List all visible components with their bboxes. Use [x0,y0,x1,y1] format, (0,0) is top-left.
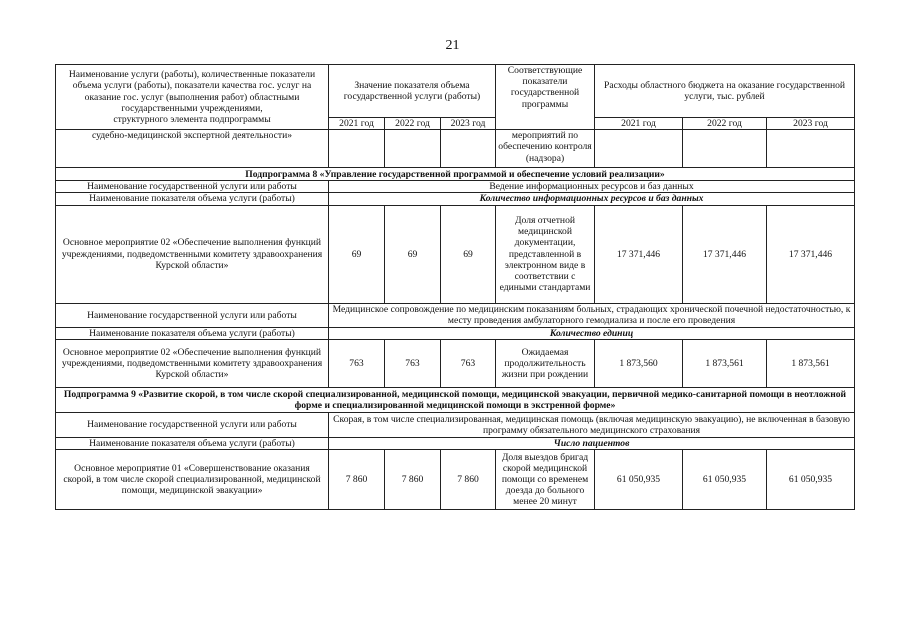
table-row [56,303,855,327]
expense-cell: 61 050,935 [683,450,767,510]
table-row [56,205,855,303]
indicator-label: Наименование показателя объема услуги (работы) [56,437,329,449]
indicator-cell: мероприятий по обеспечению контроля (надзора) [496,130,595,168]
indicator-cell: Ожидаемая продолжительность жизни при рождении [496,339,595,387]
service-value: Медицинское сопровождение по медицинским показаниям больных, страдающих хронической почечной недостаточностью, к месту проведения амбулаторного гемодиализа и после его проведения [329,303,855,327]
table-row [56,450,855,510]
header-volume: Значение показателя объема государственной услуги (работы) [329,65,496,118]
table-row [56,181,855,193]
expense-cell: 1 873,561 [767,339,855,387]
volume-cell: 69 [441,205,496,303]
year-cell: 2023 год [767,118,855,130]
service-label: Наименование государственной услуги или работы [56,303,329,327]
indicator-name: Количество единиц [329,327,855,339]
volume-cell: 7 860 [385,450,441,510]
subprogram-title-row [56,387,855,412]
indicator-name: Число пациентов [329,437,855,449]
header-indicators: Соответствующие показатели государственной программы [496,65,595,130]
activity-name: Основное мероприятие 01 «Совершенствование оказания скорой, в том числе скорой специализированной, медицинской помощи, медицинской эвакуации» [56,450,329,510]
volume-cell: 69 [385,205,441,303]
expense-cell: 1 873,561 [683,339,767,387]
activity-name: судебно-медицинской экспертной деятельности» [56,130,329,168]
table-row [56,327,855,339]
table-row [56,437,855,449]
indicator-name: Количество информационных ресурсов и баз данных [329,193,855,205]
services-table [55,64,855,510]
table-row [56,412,855,437]
header-expenses: Расходы областного бюджета на оказание государственной услуги, тыс. рублей [595,65,855,118]
subprogram-9-title: Подпрограмма 9 «Развитие скорой, в том числе скорой специализированной, медицинской помощи, медицинской эвакуации, первичной медико-санитарной помощи в неотложной форме и специализированной медицинской помощи в экстренной форме» [56,387,855,412]
header-col-name: Наименование услуги (работы), количественные показатели объема услуги (работы), показатели качества гос. услуг на оказание гос. услуг (выполнения работ) областными государственными учреждениями, структурного элемента подпрограммы [56,65,329,130]
expense-cell: 17 371,446 [595,205,683,303]
table-row [56,130,855,168]
service-label: Наименование государственной услуги или работы [56,412,329,437]
activity-name: Основное мероприятие 02 «Обеспечение выполнения функций учреждениями, подведомственными комитету здравоохранения Курской области» [56,339,329,387]
expense-cell: 61 050,935 [767,450,855,510]
expense-cell: 17 371,446 [683,205,767,303]
indicator-label: Наименование показателя объема услуги (работы) [56,193,329,205]
activity-name: Основное мероприятие 02 «Обеспечение выполнения функций учреждениями, подведомственными комитету здравоохранения Курской области» [56,205,329,303]
table-row [56,339,855,387]
year-cell: 2023 год [441,118,496,130]
indicator-cell: Доля отчетной медицинской документации, представленной в электронном виде в соответствии с едиными стандартами [496,205,595,303]
volume-cell: 7 860 [329,450,385,510]
year-cell: 2021 год [329,118,385,130]
year-cell: 2021 год [595,118,683,130]
expense-cell: 17 371,446 [767,205,855,303]
volume-cell: 763 [329,339,385,387]
service-value: Скорая, в том числе специализированная, медицинская помощь (включая медицинскую эвакуацию), не включенная в базовую программу обязательного медицинского страхования [329,412,855,437]
service-value: Ведение информационных ресурсов и баз данных [329,181,855,193]
volume-cell: 763 [385,339,441,387]
indicator-label: Наименование показателя объема услуги (работы) [56,327,329,339]
subprogram-8-title: Подпрограмма 8 «Управление государственной программой и обеспечение условий реализации» [56,168,855,181]
volume-cell: 763 [441,339,496,387]
volume-cell: 69 [329,205,385,303]
subprogram-title-row [56,168,855,181]
table-header-row [56,65,855,118]
expense-cell: 1 873,560 [595,339,683,387]
service-label: Наименование государственной услуги или работы [56,181,329,193]
volume-cell: 7 860 [441,450,496,510]
year-cell: 2022 год [683,118,767,130]
indicator-cell: Доля выездов бригад скорой медицинской помощи со временем доезда до больного менее 20 минут [496,450,595,510]
year-cell: 2022 год [385,118,441,130]
expense-cell: 61 050,935 [595,450,683,510]
page-number: 21 [445,38,460,53]
table-row [56,193,855,205]
